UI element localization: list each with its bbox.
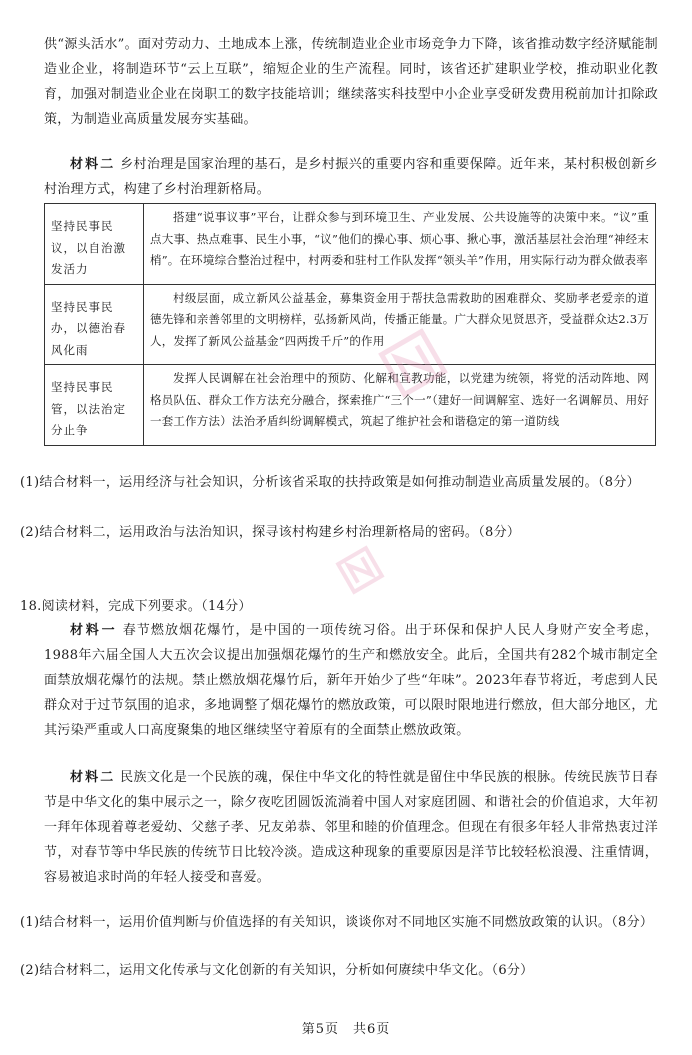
material2-text: 乡村治理是国家治理的基石，是乡村振兴的重要内容和重要保障。近年来，某村积极创新乡村治理方式，构建了乡村治理新格局。: [44, 157, 658, 197]
q18-material2-label: 材料二: [70, 770, 116, 785]
q18-material2-text: 民族文化是一个民族的魂，保住中华文化的特性就是留住中华民族的根脉。传统民族节日春节是中华文化的集中展示之一，除夕夜吃团圆饭流淌着中国人对家庭团圆、和谐社会的价值追求，大年初一拜年体现着尊老爱幼、父慈子孝、兄友弟恭、邻里和睦的价值理念。但现在有很多年轻人非常热衷过洋节，对春节等中华民族的传统节日比较冷淡。造成这种现象的重要原因是洋节比较轻松浪漫、注重情调，容易被追求时尚的年轻人接受和喜爱。: [44, 770, 658, 885]
q18-material1-text: 春节燃放烟花爆竹，是中国的一项传统习俗。出于环保和保护人民人身财产安全考虑，1988年六届全国人大五次会议提出加强烟花爆竹的生产和燃放安全。此后，全国共有282个城市制定全面禁放烟花爆竹的法规。禁止燃放烟花爆竹后，新年开始少了些“年味”。2023年春节将近，考虑到人民群众对于过节氛围的追求，多地调整了烟花爆竹的燃放政策，可以限时限地进行燃放，但大部分地区，尤其污染严重或人口高度聚集的地区继续坚守着原有的全面禁止燃放政策。: [44, 623, 658, 738]
question-18-1: (1)结合材料一，运用价值判断与价值选择的有关知识，谈谈你对不同地区实施不同燃放政策的认识。（8分）: [20, 915, 654, 930]
row-heading: 坚持民事民办，以德治春风化雨: [45, 284, 144, 365]
page-number: 第5页 共6页: [301, 1022, 391, 1037]
table-row: [45, 365, 656, 446]
question-18-header: 18.阅读材料，完成下列要求。（14分）: [20, 599, 252, 614]
row-heading: 坚持民事民议，以自治激发活力: [45, 204, 144, 285]
material2-paragraph: [44, 152, 658, 202]
row-content: 村级层面，成立新风公益基金，募集资金用于帮扶急需救助的困难群众、奖励孝老爱亲的道德先锋和亲善邻里的文明榜样，弘扬新风尚，传播正能量。广大群众见贤思齐，受益群众达2.3万人，发挥了新风公益基金“四两拨千斤”的作用: [144, 284, 656, 365]
intro-paragraph: 供“源头活水”。面对劳动力、土地成本上涨，传统制造业企业市场竞争力下降，该省推动数字经济赋能制造业企业，将制造环节“云上互联”，缩短企业的生产流程。同时，该省还扩建职业学校，推动职业化教育，加强对制造业企业在岗职工的数字技能培训；继续落实科技型中小企业享受研发费用税前加计扣除政策，为制造业高质量发展夯实基础。: [44, 37, 658, 127]
material2-label: 材料二: [70, 157, 116, 172]
table-row: [45, 204, 656, 285]
row-content: 搭建“说事议事”平台，让群众参与到环境卫生、产业发展、公共设施等的决策中来。“议”重点大事、热点难事、民生小事，“议”他们的操心事、烦心事、揪心事，激活基层社会治理“神经末梢”。在环境综合整治过程中，村两委和驻村工作队发挥“领头羊”作用，用实际行动为群众做表率: [144, 204, 656, 285]
question-17-1: (1)结合材料一，运用经济与社会知识，分析该省采取的扶持政策是如何推动制造业高质量发展的。（8分）: [20, 475, 640, 490]
question-18-2: (2)结合材料二，运用文化传承与文化创新的有关知识，分析如何赓续中华文化。（6分）: [20, 963, 534, 978]
row-heading: 坚持民事民管，以法治定分止争: [45, 365, 144, 446]
q18-material1-label: 材料一: [70, 623, 118, 638]
governance-table: [44, 203, 656, 446]
question-17-2: (2)结合材料二，运用政治与法治知识，探寻该村构建乡村治理新格局的密码。（8分）: [20, 525, 521, 540]
table-row: [45, 284, 656, 365]
row-content: 发挥人民调解在社会治理中的预防、化解和宣教功能，以党建为统领，将党的活动阵地、网格员队伍、群众工作方法充分融合，探索推广“三个一”（建好一间调解室、选好一名调解员、用好一套工作方法）法治矛盾纠纷调解模式，筑起了维护社会和谐稳定的第一道防线: [144, 365, 656, 446]
q18-material1-paragraph: [44, 618, 658, 743]
watermark-logo-icon: [330, 540, 390, 600]
q18-material2-paragraph: [44, 765, 658, 890]
